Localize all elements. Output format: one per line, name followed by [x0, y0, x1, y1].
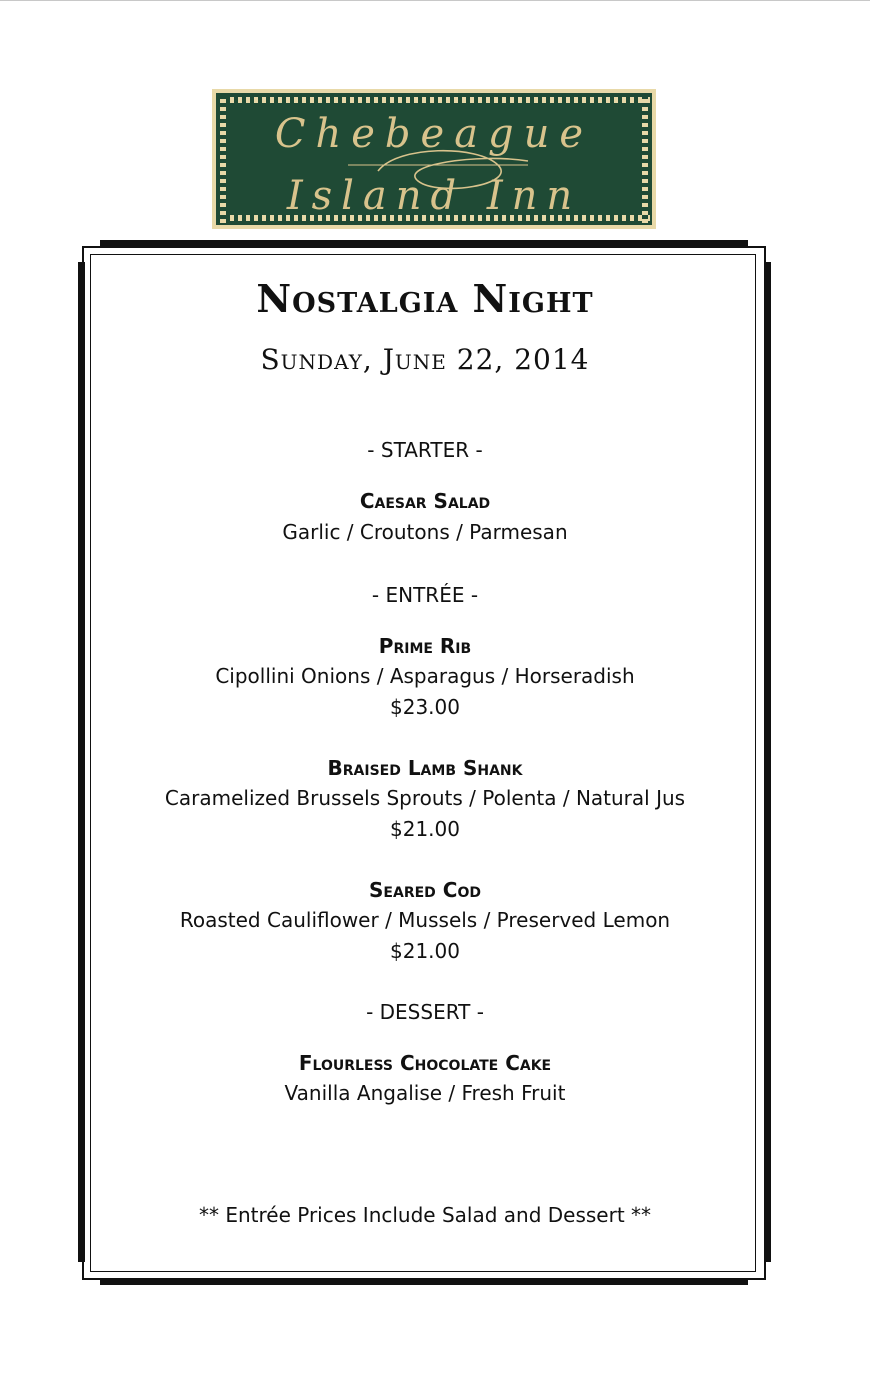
dish-price: $21.00	[390, 817, 460, 841]
dish-name: Seared Cod	[369, 878, 481, 902]
dish-name: Braised Lamb Shank	[327, 756, 523, 780]
dish-description: Cipollini Onions / Asparagus / Horseradish	[215, 664, 635, 688]
section-label-entree: - ENTRÉE -	[371, 583, 479, 607]
dish-price: $21.00	[390, 939, 460, 963]
chebeague-island-inn-logo	[212, 89, 656, 229]
page-title: Nostalgia Night	[256, 276, 594, 321]
top-rule	[0, 0, 870, 1]
logo-line-2: Island Inn	[286, 173, 582, 219]
dish-description: Caramelized Brussels Sprouts / Polenta / Natural Jus	[164, 786, 686, 810]
dish-description: Vanilla Angalise / Fresh Fruit	[284, 1081, 566, 1105]
dish-description: Roasted Cauliflower / Mussels / Preserved Lemon	[179, 908, 671, 932]
dish-name: Caesar Salad	[359, 489, 491, 513]
dish-name: Prime Rib	[378, 634, 472, 658]
dish-description: Garlic / Croutons / Parmesan	[282, 520, 568, 544]
section-label-dessert: - DESSERT -	[366, 1000, 484, 1024]
footer-note: ** Entrée Prices Include Salad and Dessert **	[198, 1203, 652, 1227]
section-label-starter: - STARTER -	[367, 438, 483, 462]
logo-line-1: Chebeague	[274, 111, 594, 157]
dish-price: $23.00	[390, 695, 460, 719]
event-date: Sunday, June 22, 2014	[260, 343, 590, 376]
dish-name: Flourless Chocolate Cake	[298, 1051, 552, 1075]
